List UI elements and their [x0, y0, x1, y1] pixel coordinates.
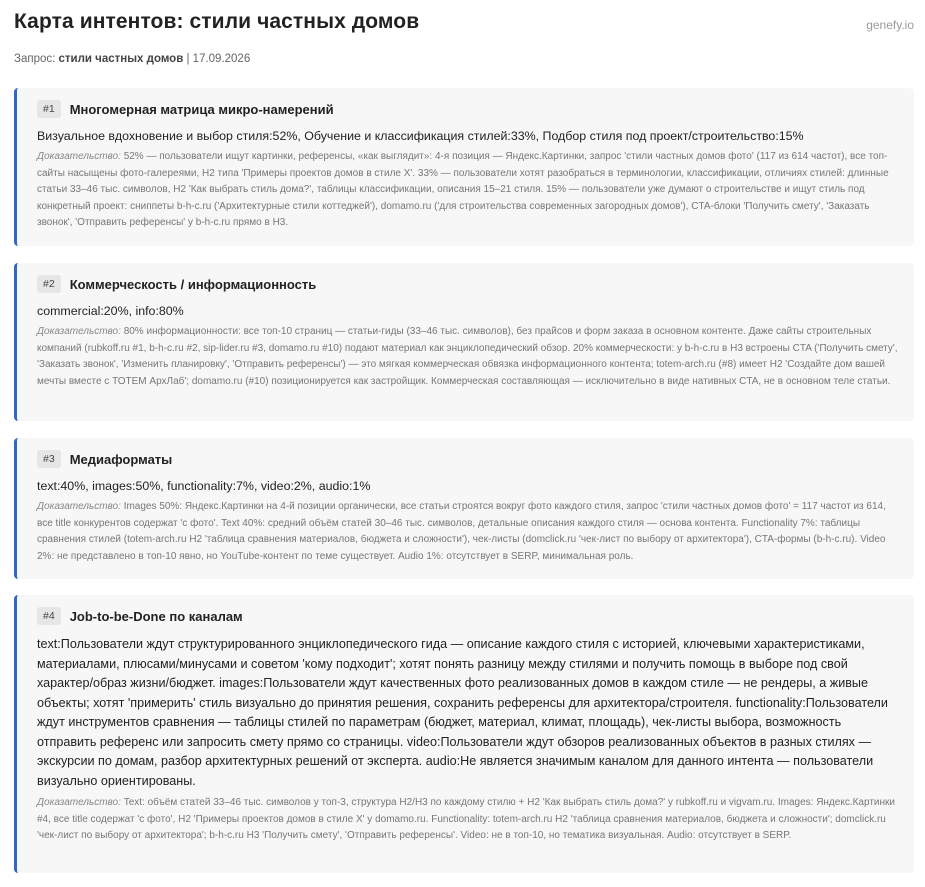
evidence-text: Text: объём статей 33–46 тыс. символов у топ-3, структура H2/H3 по каждому стилю + H2 'Как выбрать стиль дома?' у rubkoff.ru и vigvam.ru. Images: Яндекс.Картинки #4, все title содержат 'с фото', H2 'Примеры проектов домов в стиле X' у domamo.ru. Functionality: totem-arch.ru H2 'таблица сравнения материалов, бюджета и сложности'; domclick.ru 'чек-лист по выбору от архитектора'; b-h-c.ru H3 'Получить смету', 'Отправить референсы'. Video: не в топ-10, но тематика визуальная. Audio: отсутствует в SERP. — [37, 797, 895, 841]
card-body: commercial:20%, info:80% — [37, 304, 184, 318]
card-number-badge: #4 — [37, 607, 61, 625]
card-evidence — [37, 149, 900, 232]
card-number-badge: #2 — [37, 275, 61, 293]
card-title: Коммерческость / информационность — [69, 276, 317, 292]
card-title: Job-to-be-Done по каналам — [69, 608, 243, 624]
query-value: стили частных домов — [58, 53, 184, 65]
evidence-label: Доказательство: — [37, 797, 121, 808]
evidence-label: Доказательство: — [37, 326, 121, 337]
meta-separator: | — [186, 53, 190, 65]
card-body: text:Пользователи ждут структурированного энциклопедического гида — описание каждого стиля с историей, ключевыми характеристиками, материалами, плюсами/минусами и советом 'кому подходит'; хотят понять разницу между стилями и получить помощь в выборе под свой характер/образ жизни/бюджет. images:Пользователи ждут качественных фото реализованных домов в каждом стиле — не рендеры, а живые объекты; хотят 'примерить' стиль визуально до принятия решения, сохранить референсы для архитектора/строителя. functionality:Пользователи ждут инструментов сравнения — таблицы стилей по параметрам (бюджет, материал, климат, площадь), чек-листы выбора, возможность отправить референс или запросить смету прямо со страницы. video:Пользователи ждут обзоров реализованных объектов в разных стилях — экскурсии по домам, разбор архитектурных решений от эксперта. audio:Не является значимым каналом для данного интента — пользователи визуально ориентированы. — [37, 637, 888, 788]
card-evidence — [37, 324, 900, 390]
evidence-label: Доказательство: — [37, 151, 121, 162]
evidence-label: Доказательство: — [37, 501, 121, 512]
page-header — [14, 10, 914, 40]
brand-link[interactable]: genefy.io — [866, 18, 914, 32]
query-label: Запрос: — [14, 53, 56, 65]
card-body: Визуальное вдохновение и выбор стиля:52%, Обучение и классификация стилей:33%, Подбор стиля под проект/строительство:15% — [37, 129, 804, 143]
intent-card-2 — [14, 263, 914, 421]
intent-card-4 — [14, 595, 914, 873]
evidence-text: 52% — пользователи ищут картинки, референсы, «как выглядит»: 4-я позиция — Яндекс.Картинки, запрос 'стили частных домов фото' (117 из 614 частот), все топ-сайты насыщены фото-галереями, H2 типа 'Примеры проектов домов в стиле X'. 33% — пользователи хотят разобраться в терминологии, классификации, отличиях стилей: длинные статьи 33–46 тыс. символов, H2 'Как выбрать стиль дома?', таблицы классификации, описания 15–21 стиля. 15% — пользователи уже думают о строительстве и ищут стиль под конкретный проект: сниппеты b-h-c.ru ('Архитектурные стили коттеджей'), domamo.ru ('для строительства современных загородных домов'), CTA-блоки 'Получить смету', 'Заказать звонок', 'Отправить референсы' у b-h-c.ru прямо в H3. — [37, 151, 889, 228]
card-body: text:40%, images:50%, functionality:7%, video:2%, audio:1% — [37, 479, 371, 493]
card-number-badge: #1 — [37, 100, 61, 118]
card-evidence — [37, 795, 900, 845]
query-date: 17.09.2026 — [192, 53, 251, 65]
card-number-badge: #3 — [37, 450, 61, 468]
evidence-text: 80% информационности: все топ-10 страниц — статьи-гиды (33–46 тыс. символов), без прайсов и форм заказа в основном контенте. Даже сайты строительных компаний (rubkoff.ru #1, b-h-c.ru #2, sip-lider.ru #3, domamo.ru #10) подают материал как энциклопедический обзор. 20% коммерческости: у b-h-c.ru в H3 встроены CTA ('Получить смету', 'Заказать звонок', 'Изменить планировку', 'Отправить референсы') — это мягкая коммерческая обвязка информационного контента; totem-arch.ru (#8) имеет H2 'Создайте дом вашей мечты вместе с ТОТЕМ АрхЛаб'; domamo.ru (#10) позиционируется как застройщик. Коммерческая составляющая — исключительно в виде нативных CTA, не в основном теле статьи. — [37, 326, 898, 387]
evidence-text: Images 50%: Яндекс.Картинки на 4-й позиции органически, все статьи строятся вокруг фото каждого стиля, запрос 'стили частных домов фото' = 117 частот из 614, все title конкурентов содержат 'с фото'. Text 40%: средний объём статей 30–46 тыс. символов, детальные описания каждого стиля — основа контента. Functionality 7%: таблицы сравнения стилей (totem-arch.ru H2 'таблица сравнения материалов, бюджета и сложности'), чек-листы (domclick.ru 'чек-лист по выбору от архитектора'), CTA-формы (b-h-c.ru). Video 2%: не представлено в топ-10 явно, но YouTube-контент по теме существует. Audio 1%: отсутствует в SERP, минимальная роль. — [37, 501, 886, 562]
card-title: Медиаформаты — [69, 451, 173, 467]
card-evidence — [37, 499, 900, 565]
intent-card-3 — [14, 438, 914, 579]
card-title: Многомерная матрица микро-намерений — [69, 101, 334, 117]
intent-card-1 — [14, 88, 914, 246]
query-meta — [14, 53, 250, 65]
page-title: Карта интентов: стили частных домов — [14, 10, 420, 33]
